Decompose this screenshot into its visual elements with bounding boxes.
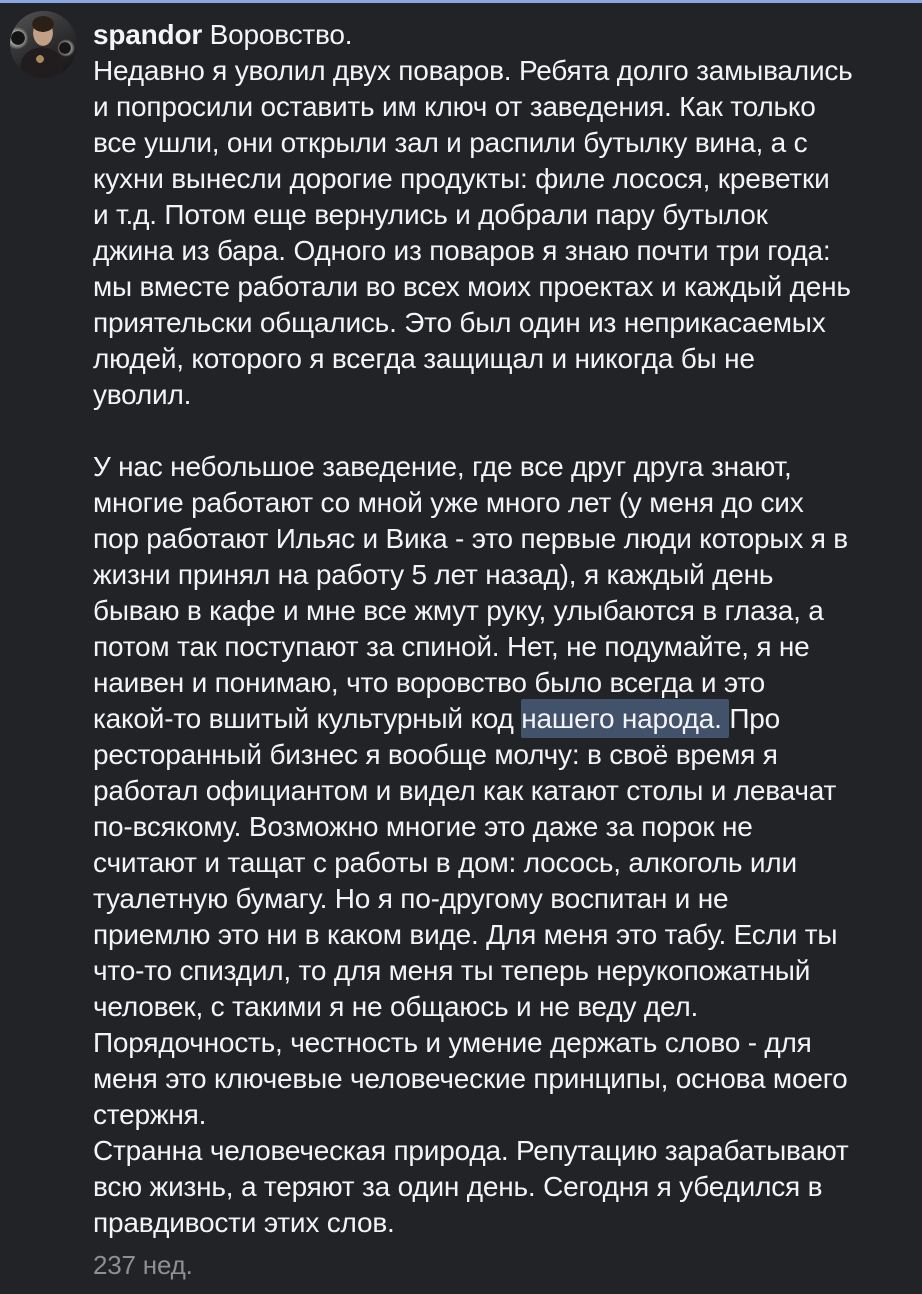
comment-text-line [93,845,905,881]
comment-text-line [93,989,905,1025]
text-segment: меня это ключевые человеческие принципы, основа моего [93,1063,848,1094]
comment-text-line [93,377,905,413]
comment-text-line [93,737,905,773]
comment-text-line [93,269,905,305]
comment-text-line [93,773,905,809]
comment-text-line [93,1061,905,1097]
username[interactable]: spandor [93,19,203,50]
text-segment: бываю в кафе и мне все жмут руку, улыбаются в глаза, а [93,595,824,626]
comment-body [93,17,905,1241]
text-segment: все ушли, они открыли зал и распили бутылку вина, а с [93,127,808,158]
comment-text-line [93,701,905,737]
selected-text: нашего народа. [521,699,729,738]
comment-text-line [93,305,905,341]
comment-text-line [93,1025,905,1061]
text-segment: Недавно я уволил двух поваров. Ребята долго замывались [93,55,853,86]
comment-text-line [93,917,905,953]
comment-text-line [93,521,905,557]
blank-line [93,413,905,449]
text-segment: Воровство. [202,19,353,50]
text-segment: и попросили оставить им ключ от заведения. Как только [93,91,816,122]
text-segment: У нас небольшое заведение, где все друг друга знают, [93,451,792,482]
text-segment: Порядочность, честность и умение держать слово - для [93,1027,812,1058]
text-segment: считают и тащат с работы в дом: лосось, алкоголь или [93,847,797,878]
text-segment: мы вместе работали во всех моих проектах и каждый день [93,271,851,302]
comment-text-line [93,197,905,233]
text-segment: жизни принял на работу 5 лет назад), я каждый день [93,559,774,590]
text-segment: Странна человеческая природа. Репутацию зарабатывают [93,1135,849,1166]
text-segment: по-всякому. Возможно многие это даже за порок не [93,811,753,842]
text-segment: Про [729,703,781,734]
text-segment: приемлю это ни в каком виде. Для меня это табу. Если ты [93,919,838,950]
text-segment: человек, с такими я не общаюсь и не веду дел. [93,991,699,1022]
comment-text-line [93,341,905,377]
text-segment: какой-то вшитый культурный код [93,703,522,734]
text-segment: что-то спиздил, то для меня ты теперь нерукопожатный [93,955,811,986]
comment-text-line [93,485,905,521]
comment-text-line [93,953,905,989]
comment-post [93,3,905,1281]
comment-text-line [93,53,905,89]
text-segment: всю жизнь, а теряют за один день. Сегодня я убедился в [93,1171,823,1202]
comment-text-line [93,629,905,665]
comment-text-line [93,449,905,485]
text-segment: людей, которого я всегда защищал и никогда бы не [93,343,755,374]
text-segment: туалетную бумагу. Но я по-другому воспитан и не [93,883,729,914]
text-segment: кухни вынесли дорогие продукты: филе лосося, креветки [93,163,830,194]
text-segment: пор работают Ильяс и Вика - это первые люди которых я в [93,523,848,554]
text-segment: работал официантом и видел как катают столы и левачат [93,775,837,806]
comment-text-line [93,1205,905,1241]
comment-text-line [93,557,905,593]
text-segment: ресторанный бизнес я вообще молчу: в своё время я [93,739,778,770]
comment-text-line [93,89,905,125]
comment-text-line [93,809,905,845]
comment-text-line [93,17,905,53]
comment-text-line [93,125,905,161]
text-segment: приятельски общались. Это был один из неприкасаемых [93,307,826,338]
user-avatar[interactable] [10,11,77,78]
text-segment: уволил. [93,379,192,410]
text-segment: джина из бара. Одного из поваров я знаю почти три года: [93,235,831,266]
comment-text-line [93,881,905,917]
text-segment: и т.д. Потом еще вернулись и добрали пару бутылок [93,199,768,230]
comment-text-line [93,233,905,269]
text-segment: правдивости этих слов. [93,1207,395,1238]
comment-text-line [93,1097,905,1133]
comment-text-line [93,1169,905,1205]
text-segment: наивен и понимаю, что воровство было всегда и это [93,667,766,698]
comment-text-line [93,1133,905,1169]
text-segment: многие работают со мной уже много лет (у меня до сих [93,487,804,518]
comment-text-line [93,665,905,701]
comment-text-line [93,161,905,197]
comment-text-line [93,593,905,629]
text-segment: потом так поступают за спиной. Нет, не подумайте, я не [93,631,810,662]
text-segment: стержня. [93,1099,207,1130]
comment-timestamp: 237 нед. [93,1250,193,1280]
